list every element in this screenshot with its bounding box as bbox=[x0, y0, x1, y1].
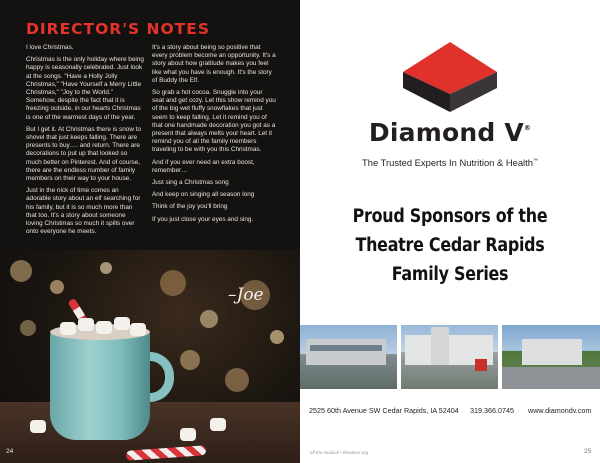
marshmallow bbox=[30, 420, 46, 433]
song-line: If you just close your eyes and sing. bbox=[152, 215, 254, 223]
directors-notes-title: DIRECTOR'S NOTES bbox=[26, 20, 210, 38]
paragraph: So grab a hot cocoa. Snuggle into your seat and get cozy. Let this show remind you of the big wet fluffy snowflakes that just seem to keep falling. Let it remind you of that one handmade decoration you got as a present that always melts your heart. Let it remind you of all the family members traveling to be with you this Christmas. bbox=[152, 89, 276, 154]
facility-photo bbox=[401, 325, 498, 389]
marshmallow bbox=[60, 322, 76, 335]
right-page bbox=[300, 0, 600, 463]
registered-mark: ® bbox=[523, 124, 532, 132]
notes-column-1 bbox=[26, 44, 144, 240]
marshmallow bbox=[78, 318, 94, 331]
song-line: And keep on singing all season long bbox=[152, 191, 255, 199]
sponsor-line: Theatre Cedar Rapids bbox=[355, 235, 545, 256]
sponsor-message bbox=[321, 202, 579, 289]
phone: 319.366.0745 bbox=[470, 406, 514, 415]
marshmallow bbox=[130, 323, 146, 336]
song-line: Just sing a Christmas song bbox=[152, 179, 229, 187]
page-number-right: 25 bbox=[584, 448, 592, 455]
marshmallow bbox=[210, 418, 226, 431]
teal-mug bbox=[50, 330, 150, 440]
sponsor-line: Proud Sponsors of the bbox=[352, 206, 548, 227]
paragraph: It's a story about being so positive that every problem become an opportunity. It's a story about how gratitude makes you feel like what you have is enough. It's the story of Buddy the Elf. bbox=[152, 44, 276, 84]
tagline-text: The Trusted Experts In Nutrition & Health bbox=[362, 157, 533, 168]
notes-column-2 bbox=[152, 44, 276, 228]
sponsor-line: Family Series bbox=[391, 264, 509, 285]
paragraph: I love Christmas. bbox=[26, 44, 74, 51]
trademark-mark: ™ bbox=[532, 157, 538, 164]
brand-name bbox=[300, 118, 600, 147]
facility-photo bbox=[502, 325, 600, 389]
paragraph: Christmas is the only holiday where being happy is seasonally celebrated. Just look at the songs. "Have a Holly Jolly Christmas," "Have Yourself a Merry Little Christmas," "Joy to the World." Somehow, despite the fact that it is freezing outside, in our hearts Christmas is one of the warmest days of the year. bbox=[26, 56, 144, 121]
signature: –Joe bbox=[228, 285, 264, 305]
page-number-left: 24 bbox=[6, 448, 14, 455]
address: 2525 60th Avenue SW Cedar Rapids, IA 52404 bbox=[309, 406, 459, 415]
tagline bbox=[300, 157, 600, 168]
brand-name-text: Diamond V bbox=[368, 118, 524, 147]
marshmallow bbox=[114, 317, 130, 330]
marshmallow bbox=[180, 428, 196, 441]
song-line: Think of the joy you'll bring bbox=[152, 203, 228, 211]
paragraph: Just in the nick of time comes an adorable story about an elf searching for his family, but it is so much more than that too. It's a story about someone loving Christmas so much it spills over onto everyone he meets. bbox=[26, 187, 141, 236]
facility-photo bbox=[300, 325, 397, 389]
facility-photos bbox=[300, 325, 600, 389]
website-link[interactable]: www.diamondv.com bbox=[528, 406, 592, 415]
footer-text: elf the musical • theatrecr.org bbox=[310, 450, 369, 455]
paragraph: But I get it. At Christmas there is snow to shovel that just keeps falling. There are presents to buy…. and return. There are decorations to put up that looked so much better on Pinterest. And of course, there are the endless number of family members on their way to your house. bbox=[26, 125, 142, 183]
diamond-v-logo-icon bbox=[403, 42, 497, 112]
marshmallow bbox=[96, 321, 112, 334]
paragraph: And if you ever need an extra boost, remember… bbox=[152, 158, 255, 174]
